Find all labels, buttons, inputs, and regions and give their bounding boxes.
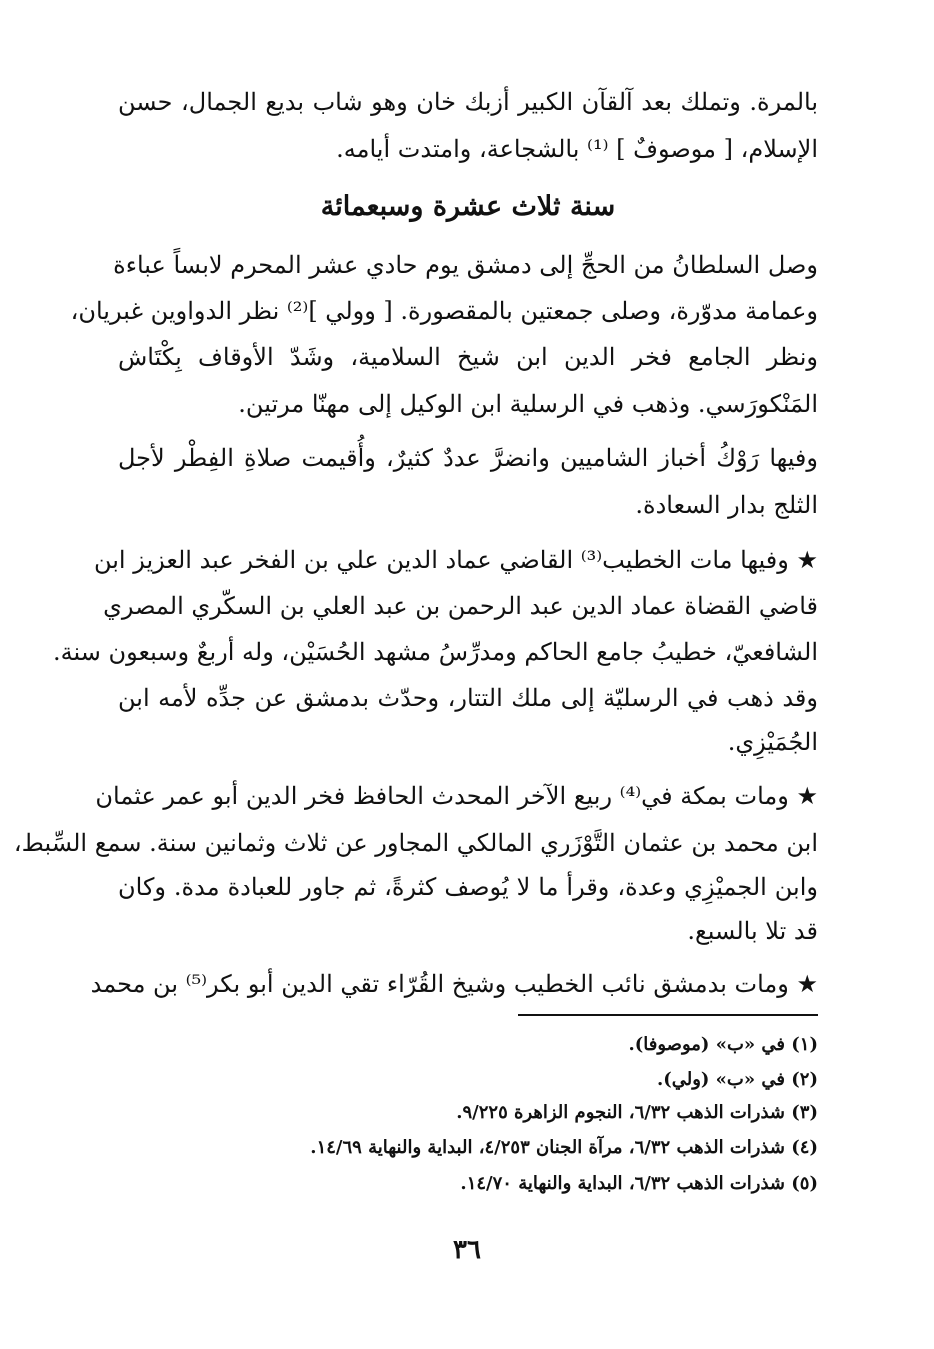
footnote-divider bbox=[518, 1014, 818, 1016]
text-line: قاضي القضاة عماد الدين عبد الرحمن بن عبد العلي بن السكّري المصري bbox=[103, 592, 818, 620]
text-line: ★ ومات بدمشق نائب الخطيب وشيخ القُرّاء تقي الدين أبو بكر⁽⁵⁾ بن محمد bbox=[90, 970, 818, 998]
footnote: (٣) شذرات الذهب ٦/٣٢، النجوم الزاهرة ٩/٢٢٥. bbox=[456, 1102, 818, 1123]
footnote: (٢) في «ب» (ولي). bbox=[656, 1069, 818, 1090]
text-line: ★ وفيها مات الخطيب⁽³⁾ القاضي عماد الدين علي بن الفخر عبد العزيز ابن bbox=[93, 546, 818, 574]
section-heading: سنة ثلاث عشرة وسبعمائة bbox=[320, 191, 616, 222]
text-line: الإسلام، [ موصوفٌ ] ⁽¹⁾ بالشجاعة، وامتدت أيامه. bbox=[336, 135, 818, 163]
text-line: وعمامة مدوّرة، وصلى جمعتين بالمقصورة. [ وولي ]⁽²⁾ نظر الدواوين غبريان، bbox=[70, 297, 818, 325]
text-line: الثلج بدار السعادة. bbox=[635, 491, 818, 519]
text-line: المَنْكورَسي. وذهب في الرسلية ابن الوكيل إلى مهنّا مرتين. bbox=[238, 390, 818, 418]
text-line: ابن محمد بن عثمان التَّوْزَري المالكي المجاور عن ثلاث وثمانين سنة. سمع السِّبط، bbox=[13, 829, 818, 857]
text-line: وصل السلطانُ من الحجِّ إلى دمشق يوم حادي عشر المحرم لابساً عباءة bbox=[113, 251, 818, 279]
text-line: الجُمَيْزِي. bbox=[727, 728, 818, 756]
text-line: الشافعيّ، خطيبُ جامع الحاكم ومدرِّسُ مشهد الحُسَيْن، وله أربعٌ وسبعون سنة. bbox=[53, 638, 818, 666]
text-line: وابن الجميْزِي وعدة، وقرأ ما لا يُوصف كثرةً، ثم جاور للعبادة مدة. وكان bbox=[118, 873, 818, 901]
text-line: بالمرة. وتملك بعد آلقآن الكبير أزبك خان وهو شاب بديع الجمال، حسن bbox=[118, 88, 818, 116]
footnote: (٥) شذرات الذهب ٦/٣٢، البداية والنهاية ١٤/٧٠. bbox=[460, 1173, 818, 1194]
footnote: (٤) شذرات الذهب ٦/٣٢، مرآة الجنان ٤/٢٥٣، البداية والنهاية ١٤/٦٩. bbox=[310, 1137, 818, 1158]
text-line: وفيها رَوْكُ أخباز الشاميين وانضرَّ عددٌ كثيرٌ، وأُقيمت صلاةِ الفِطْر لأجل bbox=[118, 444, 818, 472]
page-number: ٣٦ bbox=[453, 1235, 481, 1265]
text-line: قد تلا بالسبع. bbox=[687, 917, 818, 945]
text-line: وقد ذهب في الرسليّة إلى ملك التتار، وحدّث بدمشق عن جدِّه لأمه ابن bbox=[118, 684, 818, 712]
footnote: (١) في «ب» (موصوفا). bbox=[628, 1034, 818, 1055]
text-line: ★ ومات بمكة في⁽⁴⁾ ربيع الآخر المحدث الحافظ فخر الدين أبو عمر عثمان bbox=[95, 782, 818, 810]
text-line: ونظر الجامع فخر الدين ابن شيخ السلامية، وشَدّ الأوقاف بِكْتَاش bbox=[118, 343, 818, 371]
